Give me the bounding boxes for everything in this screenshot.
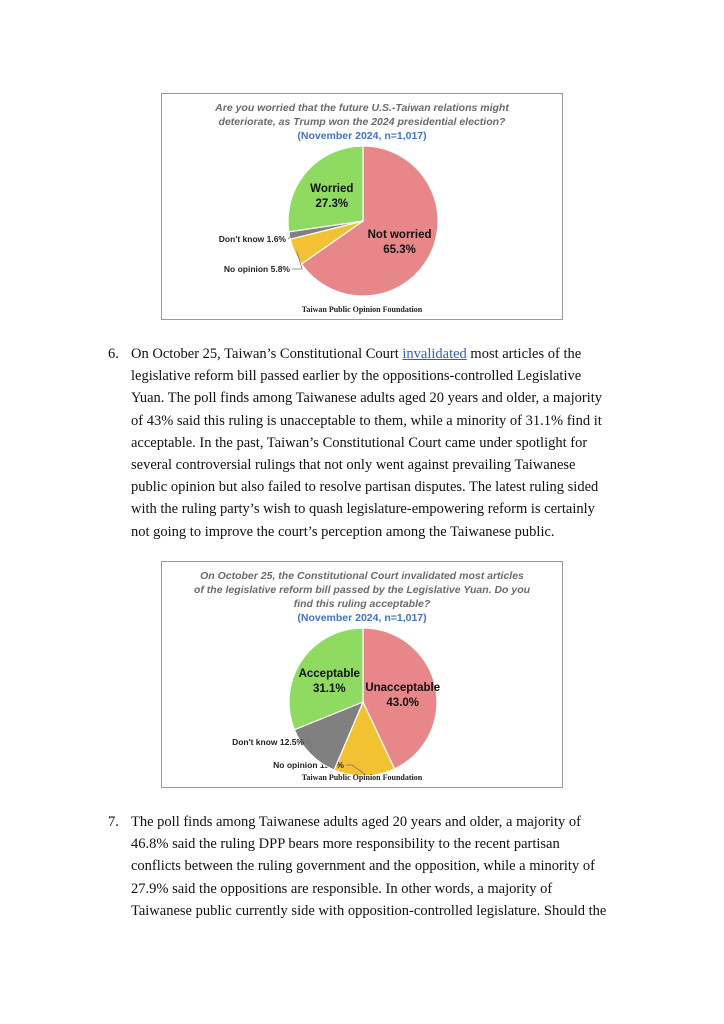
slice-outside-label: No opinion 13.4% [273,760,344,770]
slice-value-label: 31.1% [312,683,346,696]
slice-outside-label: Don't know 1.6% [218,234,286,244]
chart-title-line: On October 25, the Constitutional Court invalidated most articles [200,570,524,582]
paragraph-line: of 43% said this ruling is unacceptable to them, while a minority of 31.1% find it [131,412,602,429]
chart-court-ruling [161,561,563,788]
chart-worried-us-taiwan [161,93,563,320]
paragraph-line: several controversial rulings that not only went against prevailing Taiwanese [131,457,576,474]
slice-value-label: 27.3% [315,198,349,211]
paragraph-line: acceptable. In the past, Taiwan’s Constitutional Court came under spotlight for [131,434,588,451]
list-number: 7. [108,814,119,830]
slice-outside-label: No opinion 5.8% [223,264,290,274]
paragraph-line: Yuan. The poll finds among Taiwanese adults aged 20 years and older, a majority [131,390,603,407]
list-item-7 [108,811,608,922]
text-run: most articles of the [466,346,582,362]
chart-title-line: of the legislative reform bill passed by the Legislative Yuan. Do you [193,584,531,596]
pie-chart [162,562,562,787]
chart-title-line: find this ruling acceptable? [293,598,431,610]
slice-outside-label: Don't know 12.5% [232,737,304,747]
slice-value-label: 65.3% [383,244,416,257]
paragraph-line: Taiwanese public currently side with opposition-controlled legislature. Should the [131,902,607,919]
list-number: 6. [108,346,119,362]
slice-label: Acceptable [298,668,360,681]
paragraph-line [131,343,608,365]
chart-title-line: deteriorate, as Trump won the 2024 presidential election? [218,116,506,128]
paragraph-line: public opinion but also failed to resolve partisan disputes. The latest ruling sided [131,479,599,496]
paragraph-line: not going to improve the court’s perception among the Taiwanese public. [131,523,555,540]
slice-label: Not worried [367,229,432,242]
slice-label: Unacceptable [365,682,441,695]
paragraph-line: 27.9% said the oppositions are responsible. In other words, a majority of [131,880,553,897]
slice-value-label: 43.0% [386,697,420,710]
list-item-6 [108,343,608,543]
pie-chart [162,94,562,319]
paragraph-line: legislative reform bill passed earlier by the oppositions-controlled Legislative [131,368,582,385]
chart-source: Taiwan Public Opinion Foundation [301,773,423,782]
chart-source: Taiwan Public Opinion Foundation [301,305,423,314]
invalidated-link[interactable]: invalidated [402,346,467,362]
chart-subtitle: (November 2024, n=1,017) [297,612,427,624]
text-run: On October 25, Taiwan’s Constitutional Court [131,346,403,362]
paragraph-line: 46.8% said the ruling DPP bears more responsibility to the recent partisan [131,836,560,853]
paragraph-line: with the ruling party’s wish to quash legislature-empowering reform is certainly [131,501,595,518]
slice-label: Worried [310,183,354,196]
paragraph-line: The poll finds among Taiwanese adults aged 20 years and older, a majority of [131,814,581,830]
chart-title-line: Are you worried that the future U.S.-Taiwan relations might [215,102,509,114]
paragraph-line: conflicts between the ruling government and the opposition, while a minority of [131,858,595,875]
chart-subtitle: (November 2024, n=1,017) [297,130,427,142]
